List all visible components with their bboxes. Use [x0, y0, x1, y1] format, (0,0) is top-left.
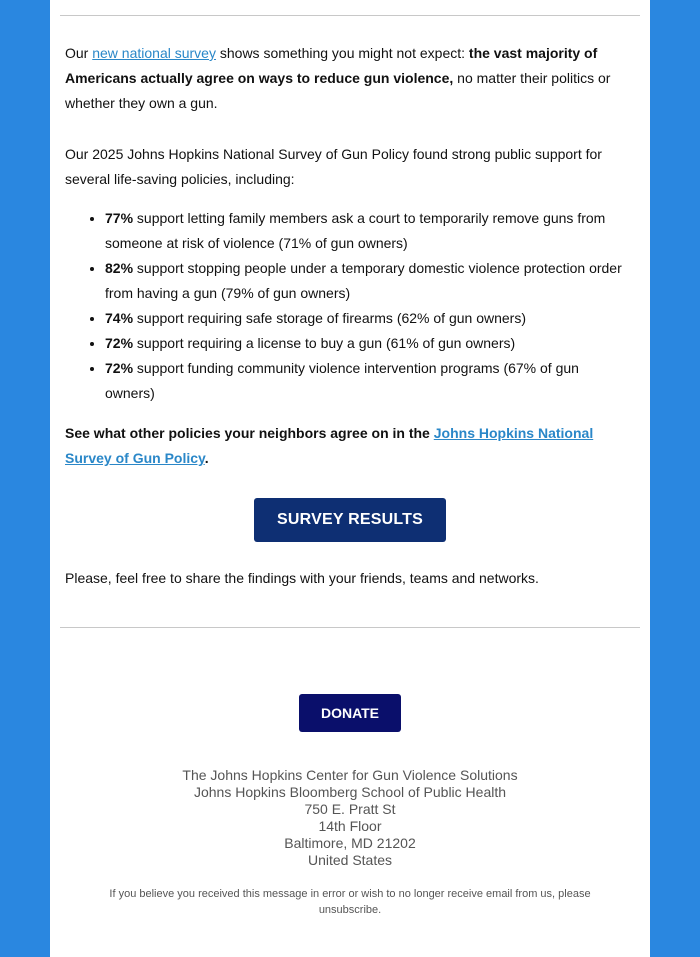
email-body — [50, 0, 650, 957]
share-text: Please, feel free to share the findings with your friends, teams and networks. — [65, 570, 539, 586]
unsubscribe-link[interactable]: unsubscribe. — [318, 904, 382, 916]
donate-button[interactable]: DONATE — [299, 694, 401, 732]
footer-address — [50, 767, 650, 869]
street-address: 750 E. Pratt St — [304, 801, 396, 817]
list-item: • 77% support letting family members ask a court to temporarily remove guns from someone at risk of violence (71% of gun owners) — [105, 206, 630, 256]
top-divider — [60, 15, 640, 16]
list-item: • 72% support requiring a license to buy a gun (61% of gun owners) — [105, 331, 630, 356]
school-name: Johns Hopkins Bloomberg School of Public Health — [193, 784, 507, 800]
org-name: The Johns Hopkins Center for Gun Violence Solutions — [182, 767, 518, 783]
list-item: • 82% support stopping people under a temporary domestic violence protection order from having a gun (79% of gun owners) — [105, 256, 630, 306]
country: United States — [307, 852, 393, 868]
cta-paragraph: See what other policies your neighbors agree on in the Johns Hopkins National Survey of Gun Policy. — [65, 425, 594, 466]
survey-results-button[interactable]: SURVEY RESULTS — [254, 498, 446, 542]
legal-notice: If you believe you received this message in error or wish to no longer receive email from us, please unsubscribe. — [109, 888, 591, 916]
list-item: • 74% support requiring safe storage of firearms (62% of gun owners) — [105, 306, 630, 331]
stats-list — [65, 206, 630, 406]
intro-bold: the vast majority of Americans actually agree on ways to reduce gun violence, — [65, 45, 598, 86]
intro-paragraph: Our new national survey shows something you might not expect: the vast majority of Americans actually agree on ways to reduce gun violence, no matter their politics or whether they own a gun. — [65, 45, 611, 111]
bottom-divider — [60, 627, 640, 628]
city-state: Baltimore, MD 21202 — [284, 835, 416, 851]
survey-policy-link[interactable]: Johns Hopkins National Survey of Gun Policy — [65, 425, 594, 466]
list-item: • 72% support funding community violence intervention programs (67% of gun owners) — [105, 356, 630, 406]
findings-intro: Our 2025 Johns Hopkins National Survey of Gun Policy found strong public support for several life-saving policies, including: — [65, 146, 602, 187]
floor: 14th Floor — [318, 818, 382, 834]
message-content — [65, 41, 630, 471]
survey-link[interactable]: new national survey — [92, 45, 216, 61]
